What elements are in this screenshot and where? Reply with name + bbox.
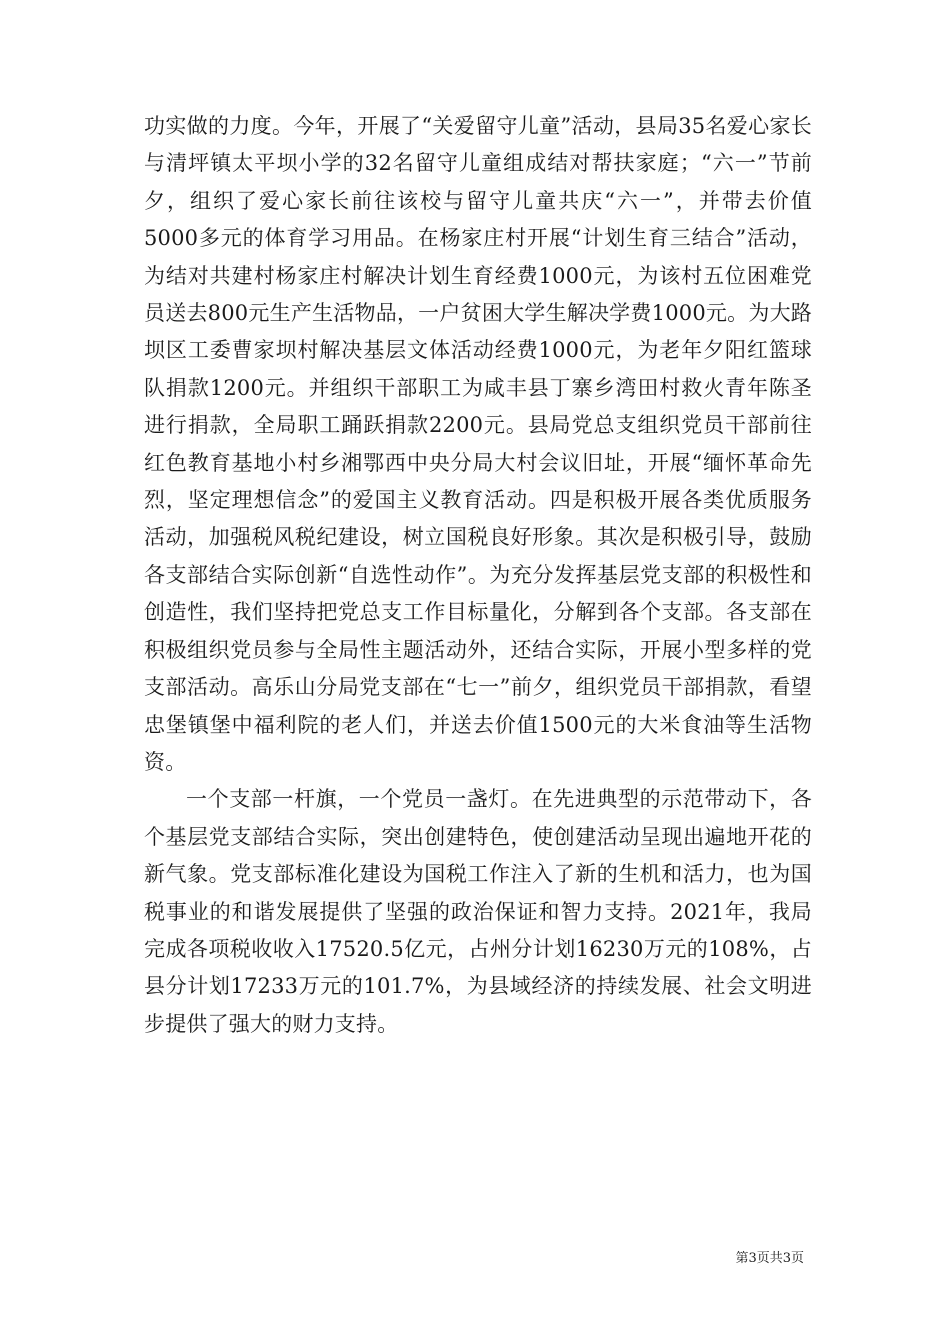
- document-body: [144, 108, 812, 1043]
- paragraph-1: 功实做的力度。今年，开展了“关爱留守儿童”活动，县局35名爱心家长与清坪镇太平坝小学的32名留守儿童组成结对帮扶家庭；“六一”节前夕，组织了爱心家长前往该校与留守儿童共庆“六一”，并带去价值5000多元的体育学习用品。在杨家庄村开展“计划生育三结合”活动，为结对共建村杨家庄村解决计划生育经费1000元，为该村五位困难党员送去800元生产生活物品，一户贫困大学生解决学费1000元。为大路坝区工委曹家坝村解决基层文体活动经费1000元，为老年夕阳红篮球队捐款1200元。并组织干部职工为咸丰县丁寨乡湾田村救火青年陈圣进行捐款，全局职工踊跃捐款2200元。县局党总支组织党员干部前往红色教育基地小村乡湘鄂西中央分局大村会议旧址，开展“缅怀革命先烈，坚定理想信念”的爱国主义教育活动。四是积极开展各类优质服务活动，加强税风税纪建设，树立国税良好形象。其次是积极引导，鼓励各支部结合实际创新“自选性动作”。为充分发挥基层党支部的积极性和创造性，我们坚持把党总支工作目标量化，分解到各个支部。各支部在积极组织党员参与全局性主题活动外，还结合实际，开展小型多样的党支部活动。高乐山分局党支部在“七一”前夕，组织党员干部捐款，看望忠堡镇堡中福利院的老人们，并送去价值1500元的大米食油等生活物资。: [144, 114, 812, 774]
- page-number: 第3页共3页: [735, 1251, 804, 1266]
- paragraph-2: 一个支部一杆旗，一个党员一盏灯。在先进典型的示范带动下，各个基层党支部结合实际，突出创建特色，使创建活动呈现出遍地开花的新气象。党支部标准化建设为国税工作注入了新的生机和活力，也为国税事业的和谐发展提供了坚强的政治保证和智力支持。2021年，我局完成各项税收收入17520.5亿元，占州分计划16230万元的108%，占县分计划17233万元的101.7%，为县域经济的持续发展、社会文明进步提供了强大的财力支持。: [144, 787, 812, 1036]
